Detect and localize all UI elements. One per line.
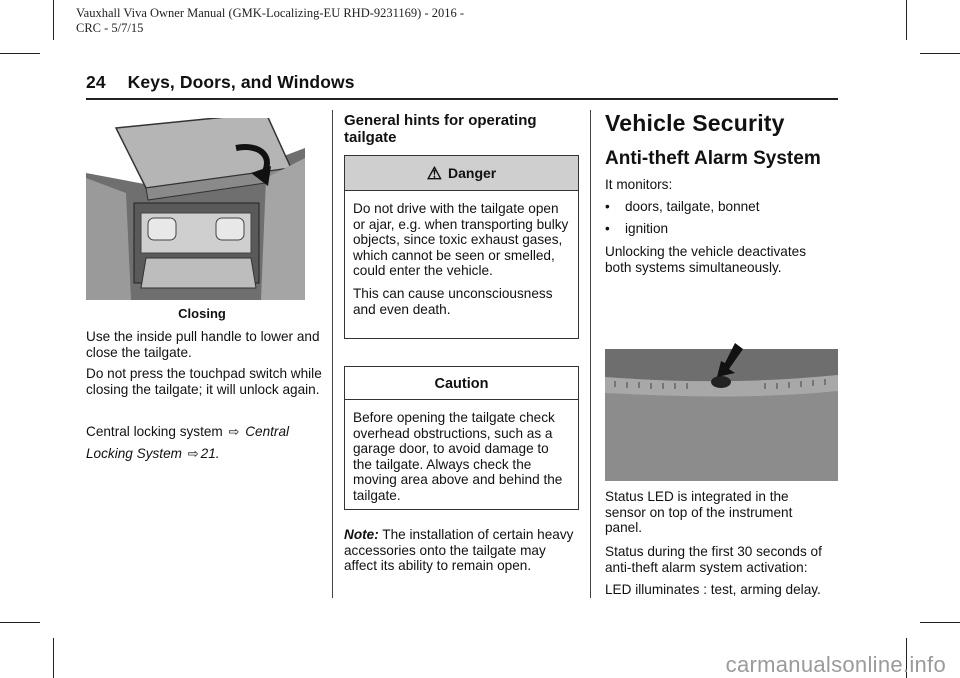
page-title	[86, 72, 355, 93]
instrument-panel-led-illustration	[605, 335, 838, 481]
status-led-figure	[605, 335, 838, 481]
page-number: 24	[86, 72, 106, 92]
list-item	[605, 199, 760, 215]
crop-mark	[920, 622, 960, 623]
caution-box	[344, 366, 579, 510]
title-rule	[86, 98, 838, 100]
vehicle-security-heading: Vehicle Security	[605, 110, 785, 136]
central-locking-link[interactable]: Locking System	[86, 446, 182, 461]
crop-mark	[0, 622, 40, 623]
danger-header	[345, 156, 578, 191]
closing-instruction: Use the inside pull handle to lower and close the tailgate.	[86, 329, 320, 360]
central-locking-link[interactable]: Central	[245, 424, 290, 439]
list-item-text: ignition	[625, 221, 669, 236]
reference-page[interactable]: 21.	[200, 446, 220, 461]
watermark: carmanualsonline.info	[725, 652, 946, 677]
note	[344, 527, 580, 574]
warning-triangle-icon: ⚠	[426, 163, 442, 183]
crop-mark	[906, 0, 907, 40]
crop-mark	[53, 0, 54, 40]
central-locking-reference	[86, 421, 322, 465]
led-illuminates-text: LED illuminates : test, arming delay.	[605, 582, 821, 597]
touchpad-warning: Do not press the touchpad switch while closing the tailgate; it will unlock again.	[86, 366, 322, 397]
bullet-glyph: •	[605, 199, 610, 214]
document-header-line2: CRC - 5/7/15	[76, 21, 144, 35]
figure-caption: Closing	[178, 306, 226, 321]
anti-theft-heading: Anti-theft Alarm System	[605, 148, 821, 169]
central-locking-text: Central locking system	[86, 424, 223, 439]
activation-status-text: Status during the first 30 seconds of anti-theft alarm system activation:	[605, 544, 822, 575]
column-divider	[590, 110, 591, 598]
reference-arrow-icon: ⇨	[228, 424, 240, 439]
tailgate-closing-illustration	[86, 118, 305, 300]
tailgate-closing-figure	[86, 118, 305, 300]
document-header-line1: Vauxhall Viva Owner Manual (GMK-Localizing-EU RHD-9231169) - 2016 -	[76, 6, 465, 20]
bullet-glyph: •	[605, 221, 610, 236]
crop-mark	[0, 53, 40, 54]
list-item	[605, 221, 668, 237]
document-header	[76, 6, 676, 36]
caution-text: Before opening the tailgate check overhead obstructions, such as a garage door, to avoid damage to the tailgate. Always check the moving area above and behind the tailgate.	[353, 410, 563, 503]
danger-title: Danger	[448, 165, 497, 181]
monitors-intro: It monitors:	[605, 177, 673, 192]
column-divider	[332, 110, 333, 598]
danger-box	[344, 155, 579, 339]
chapter-title: Keys, Doors, and Windows	[127, 72, 355, 92]
crop-mark	[920, 53, 960, 54]
note-text: The installation of certain heavy accessories onto the tailgate may affect its ability to remain open.	[344, 527, 574, 574]
tailgate-hints-heading: General hints for operating tailgate	[344, 112, 537, 146]
crop-mark	[53, 638, 54, 678]
note-label: Note:	[344, 527, 379, 542]
caution-title: Caution	[345, 367, 578, 400]
reference-arrow-icon: ⇨	[187, 446, 199, 461]
status-led-text: Status LED is integrated in the sensor on top of the instrument panel.	[605, 489, 793, 536]
deactivation-text: Unlocking the vehicle deactivates both systems simultaneously.	[605, 244, 806, 275]
danger-text: This can cause unconsciousness and even death.	[353, 285, 553, 317]
danger-text: Do not drive with the tailgate open or ajar, e.g. when transporting bulky objects, since toxic exhaust gases, which cannot be seen or smelled, could enter the vehicle.	[353, 201, 569, 279]
list-item-text: doors, tailgate, bonnet	[625, 199, 760, 214]
